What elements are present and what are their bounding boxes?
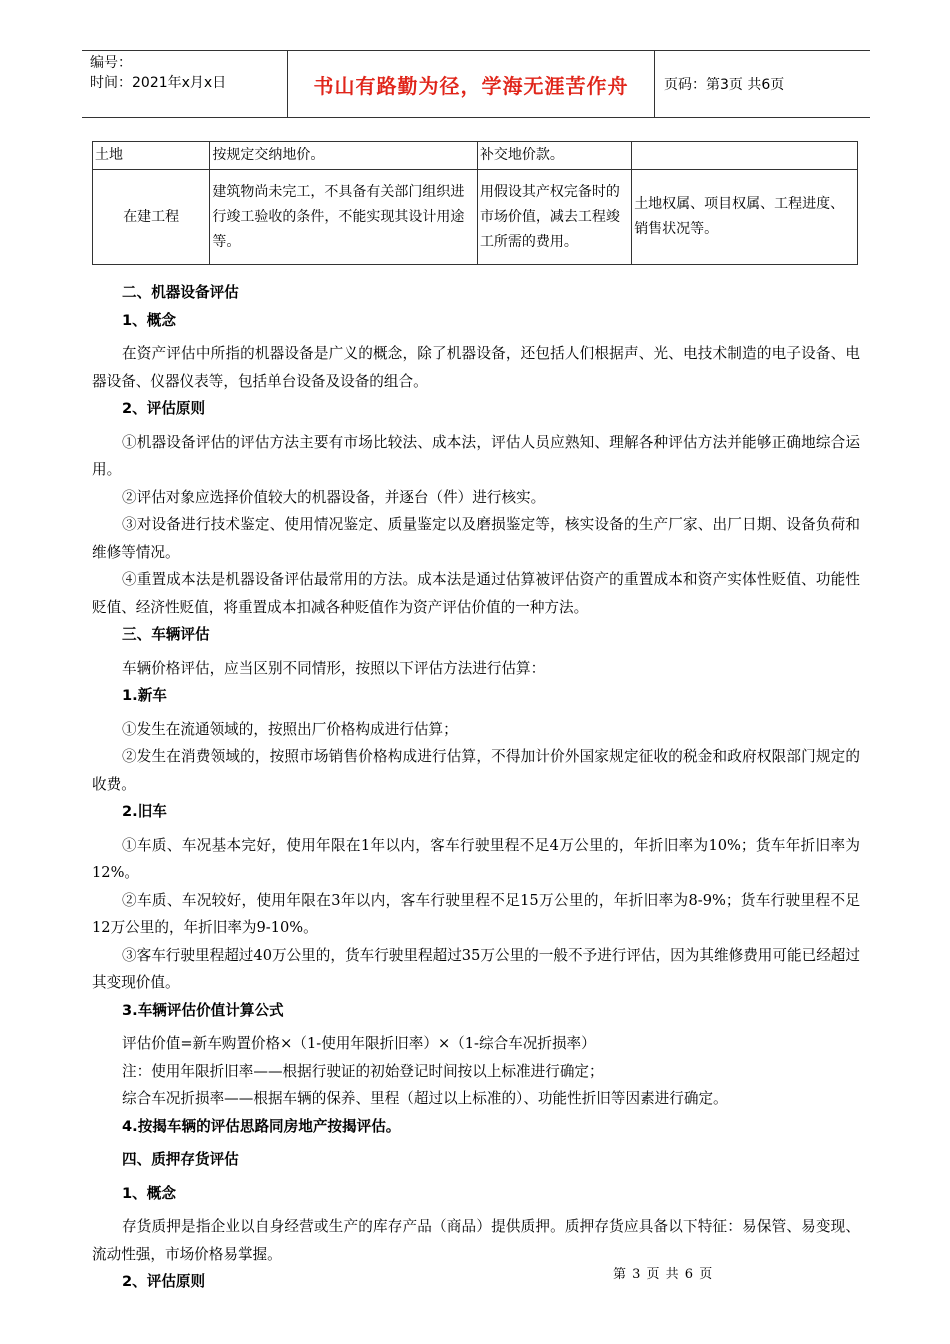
formula-line: 评估价值=新车购置价格×（1-使用年限折旧率）×（1-综合车况折损率） bbox=[122, 1035, 596, 1052]
table-row bbox=[93, 142, 858, 170]
paragraph: ③客车行驶里程超过40万公里的，货车行驶里程超过35万公里的一般不予进行评估，因为其维修费用可能已经超过其变现价值。 bbox=[92, 946, 860, 991]
table-cell: 用假设其产权完备时的市场价值，减去工程竣工所需的费用。 bbox=[477, 170, 631, 265]
document-number-label: 编号： bbox=[90, 55, 132, 71]
section-heading: 二、机器设备评估 bbox=[122, 284, 239, 301]
table-cell: 按规定交纳地价。 bbox=[210, 142, 478, 170]
page-footer: 第 3 页 共 6 页 bbox=[613, 1267, 714, 1282]
page-header bbox=[82, 50, 870, 118]
subsection-heading: 2、评估原则 bbox=[122, 400, 206, 417]
section-heading: 四、质押存货评估 bbox=[122, 1151, 239, 1168]
paragraph: 车辆价格评估，应当区别不同情形，按照以下评估方法进行估算： bbox=[122, 659, 546, 677]
header-page-label: 页码：第3页 共6页 bbox=[664, 77, 785, 93]
subsection-heading: 2.旧车 bbox=[122, 803, 167, 820]
paragraph: ②评估对象应选择价值较大的机器设备，并逐台（件）进行核实。 bbox=[122, 488, 546, 506]
table-row bbox=[93, 170, 858, 265]
paragraph: 在资产评估中所指的机器设备是广义的概念，除了机器设备，还包括人们根据声、光、电技术制造的电子设备、电器设备、仪器仪表等，包括单台设备及设备的组合。 bbox=[92, 345, 860, 390]
document-body bbox=[92, 279, 860, 1296]
asset-table bbox=[92, 141, 858, 265]
subsection-heading: 1、概念 bbox=[122, 1184, 176, 1202]
paragraph: ②发生在消费领域的，按照市场销售价格构成进行估算，不得加计价外国家规定征收的税金和政府权限部门规定的收费。 bbox=[92, 748, 860, 793]
document-time-label: 时间：2021年x月x日 bbox=[90, 75, 227, 91]
paragraph: 综合车况折损率——根据车辆的保养、里程（超过以上标准的）、功能性折旧等因素进行确定。 bbox=[122, 1090, 728, 1107]
table-cell: 土地 bbox=[93, 142, 210, 170]
subsection-heading: 3.车辆评估价值计算公式 bbox=[122, 1001, 284, 1019]
paragraph: ①机器设备评估的评估方法主要有市场比较法、成本法，评估人员应熟知、理解各种评估方法并能够正确地综合运用。 bbox=[92, 433, 860, 478]
table-cell: 建筑物尚未完工，不具备有关部门组织进行竣工验收的条件，不能实现其设计用途等。 bbox=[210, 170, 478, 265]
header-motto: 书山有路勤为径，学海无涯苦作舟 bbox=[287, 51, 655, 117]
section-heading: 三、车辆评估 bbox=[122, 626, 210, 643]
paragraph: ④重置成本法是机器设备评估最常用的方法。成本法是通过估算被评估资产的重置成本和资产实体性贬值、功能性贬值、经济性贬值，将重置成本扣减各种贬值作为资产评估价值的一种方法。 bbox=[92, 571, 860, 616]
subsection-heading: 2、评估原则 bbox=[122, 1273, 206, 1290]
paragraph: 注：使用年限折旧率——根据行驶证的初始登记时间按以上标准进行确定； bbox=[122, 1062, 604, 1080]
header-meta bbox=[90, 53, 290, 93]
subsection-heading: 1、概念 bbox=[122, 311, 176, 329]
paragraph: ③对设备进行技术鉴定、使用情况鉴定、质量鉴定以及磨损鉴定等，核实设备的生产厂家、出厂日期、设备负荷和维修等情况。 bbox=[92, 516, 860, 561]
paragraph: ②车质、车况较好，使用年限在3年以内，客车行驶里程不足15万公里的，年折旧率为8-9%；货车行驶里程不足12万公里的，年折旧率为9-10%。 bbox=[92, 891, 860, 936]
paragraph: ①发生在流通领域的，按照出厂价格构成进行估算； bbox=[122, 720, 458, 738]
paragraph: ①车质、车况基本完好，使用年限在1年以内，客车行驶里程不足4万公里的，年折旧率为10%；货车年折旧率为12%。 bbox=[92, 836, 860, 881]
table-cell: 土地权属、项目权属、工程进度、销售状况等。 bbox=[632, 170, 858, 265]
paragraph: 存货质押是指企业以自身经营或生产的库存产品（商品）提供质押。质押存货应具备以下特征：易保管、易变现、流动性强，市场价格易掌握。 bbox=[92, 1218, 860, 1263]
subsection-heading: 1.新车 bbox=[122, 687, 167, 704]
table-cell: 补交地价款。 bbox=[477, 142, 631, 170]
table-cell bbox=[632, 142, 858, 170]
table-cell: 在建工程 bbox=[93, 170, 210, 265]
subsection-heading: 4.按揭车辆的评估思路同房地产按揭评估。 bbox=[122, 1117, 401, 1135]
